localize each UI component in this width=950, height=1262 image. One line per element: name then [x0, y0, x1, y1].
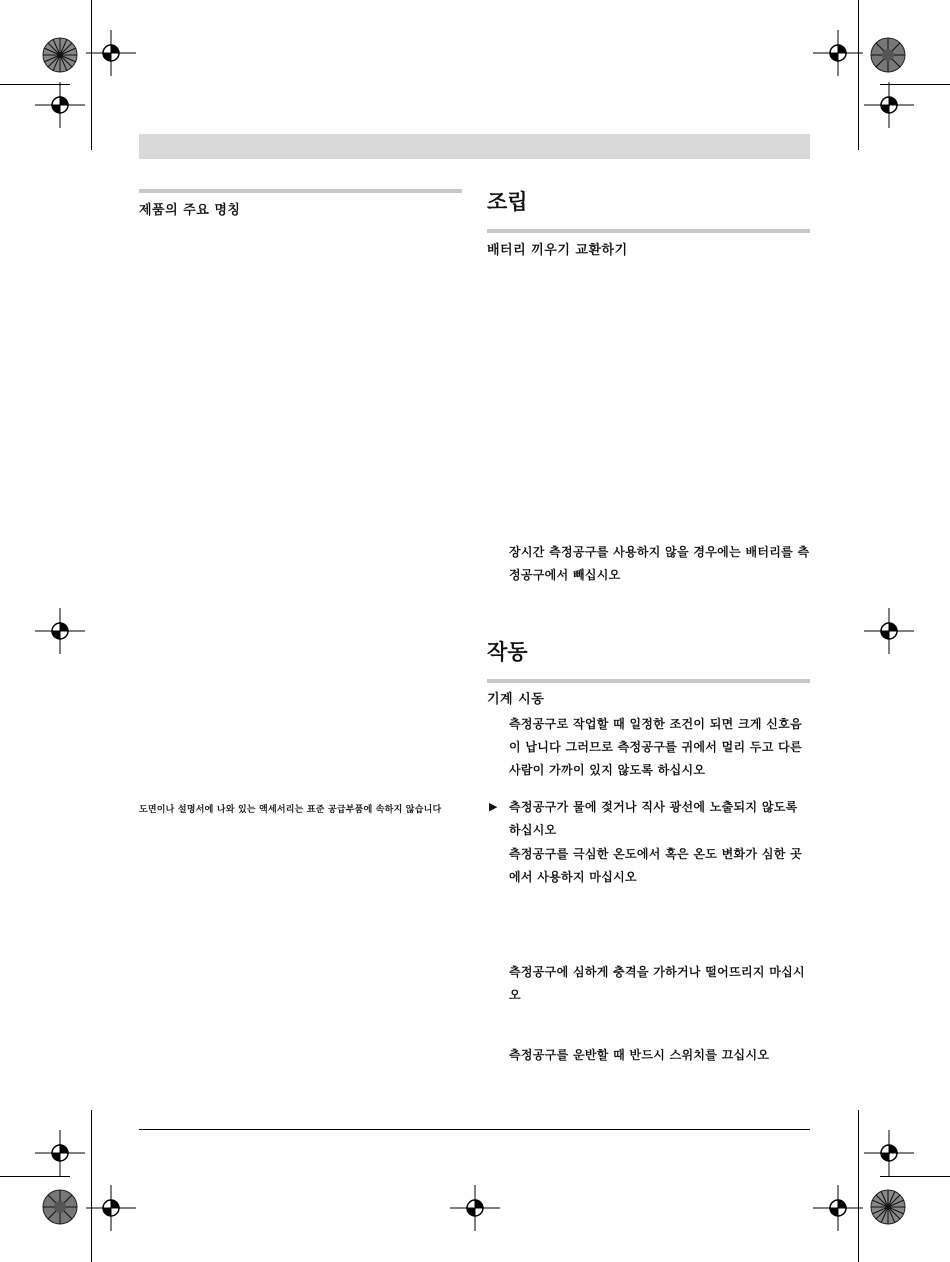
- subheading-startup: 기계 시동: [487, 692, 545, 707]
- battery-removal-note: 장시간 측정공구를 사용하지 않을 경우에는 배터리를 측정공구에서 빼십시오: [509, 545, 810, 582]
- registration-mark-icon: [86, 1185, 136, 1231]
- trim-line: [0, 1176, 70, 1177]
- subheading-battery-insert: 배터리 끼우기 교환하기: [487, 243, 628, 258]
- registration-mark-icon: [35, 82, 85, 128]
- temperature-warning: 측정공구를 극심한 온도에서 혹은 온도 변화가 심한 곳에서 사용하지 마십시오: [509, 847, 802, 884]
- registration-mark-icon: [864, 608, 914, 654]
- registration-mark-icon: [35, 608, 85, 654]
- transport-note: 측정공구를 운반할 때 반드시 스위치를 끄십시오: [509, 1048, 770, 1062]
- registration-mark-icon: [35, 1130, 85, 1176]
- registration-mark-icon: [86, 30, 136, 76]
- section-rule-startup: [487, 679, 810, 683]
- starburst-mark-icon: [870, 37, 906, 73]
- trim-line: [880, 1176, 950, 1177]
- impact-warning: 측정공구에 심하게 충격을 가하거나 떨어뜨리지 마십시오: [509, 965, 805, 1002]
- starburst-mark-icon: [870, 1189, 906, 1225]
- signal-tone-note: 측정공구로 작업할 때 일정한 조건이 되면 크게 신호음이 납니다 그러므로 측정공구를 귀에서 멀리 두고 다른 사람이 가까이 있지 않도록 하십시오: [509, 717, 802, 777]
- starburst-mark-icon: [42, 37, 78, 73]
- heading-operation: 작동: [487, 640, 528, 664]
- registration-mark-icon: [813, 1185, 863, 1231]
- registration-mark-icon: [864, 82, 914, 128]
- running-header-bar: [139, 134, 810, 159]
- registration-mark-icon: [813, 30, 863, 76]
- footer-rule: [139, 1129, 810, 1130]
- heading-assembly: 조립: [487, 190, 528, 214]
- registration-mark-icon: [450, 1185, 500, 1231]
- section-title-product-features: 제품의 주요 명칭: [139, 203, 241, 218]
- bullet-arrow-icon: ▶: [489, 800, 498, 813]
- registration-mark-icon: [864, 1130, 914, 1176]
- accessory-note: 도면이나 설명서에 나와 있는 액세서리는 표준 공급부품에 속하지 않습니다: [139, 805, 442, 815]
- section-rule-battery: [487, 229, 810, 233]
- starburst-mark-icon: [42, 1189, 78, 1225]
- moisture-warning: 측정공구가 물에 젖거나 직사 광선에 노출되지 않도록 하십시오: [509, 800, 798, 837]
- section-rule-components: [139, 189, 462, 193]
